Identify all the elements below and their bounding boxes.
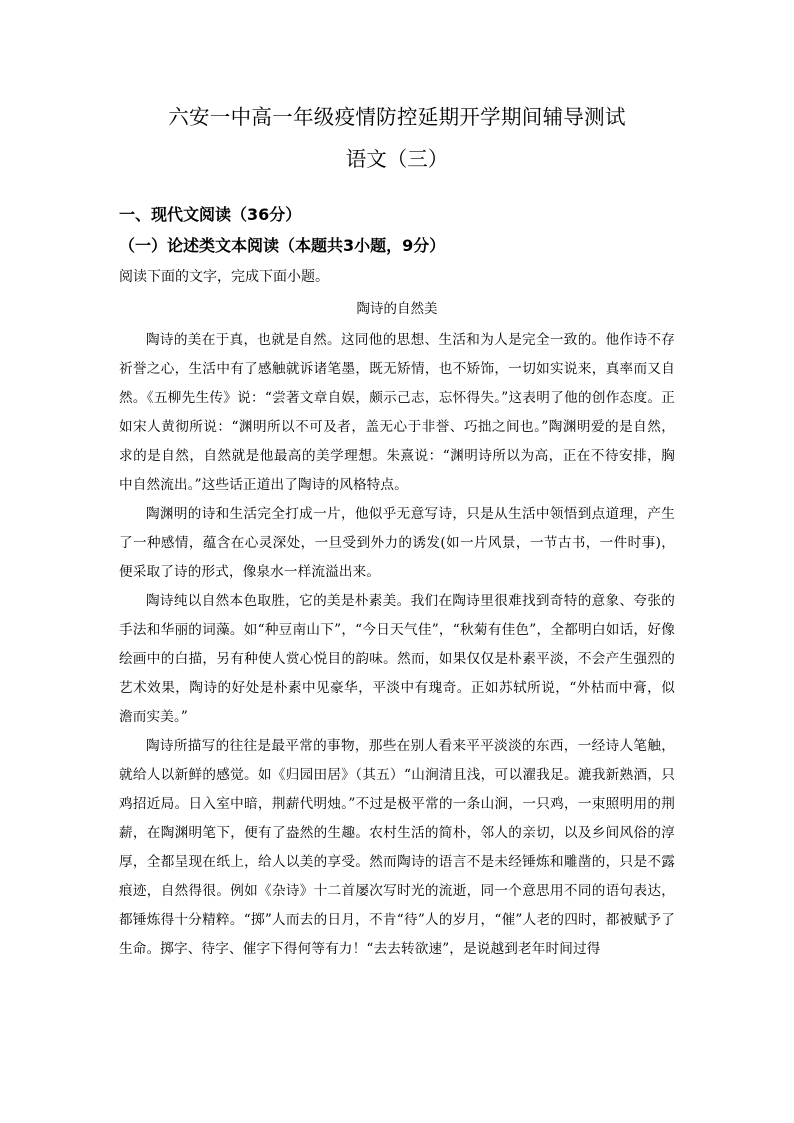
reading-instruction: 阅读下面的文字，完成下面小题。 [119,269,329,285]
essay-paragraph: 陶渊明的诗和生活完全打成一片，他似乎无意写诗，只是从生活中领悟到点道理，产生了一种感情，蕴含在心灵深处，一旦受到外力的诱发(如一片风景，一节古书，一件时事)，便采取了诗的形式，像泉水一样流溢出来。 [119,506,675,580]
essay-title: 陶诗的自然美 [356,301,438,317]
section-heading-2: （一）论述类文本阅读（本题共3小题，9分） [119,236,446,255]
essay-body [119,326,675,964]
section-heading-1: 一、现代文阅读（36分） [119,205,302,224]
essay-paragraph: 陶诗所描写的往往是最平常的事物，那些在别人看来平平淡淡的东西，一经诗人笔触，就给人以新鲜的感觉。如《归园田居》（其五）“山涧清且浅，可以濯我足。漉我新熟酒，只鸡招近局。日入室中暗，荆薪代明烛。”不过是极平常的一条山涧，一只鸡，一束照明用的荆薪，在陶渊明笔下，便有了盎然的生趣。农村生活的简朴，邻人的亲切，以及乡间风俗的淳厚，全都呈现在纸上，给人以美的享受。然而陶诗的语言不是未经锤炼和雕凿的，只是不露痕迹，自然得很。例如《杂诗》十二首屡次写时光的流逝，同一个意思用不同的语句表达，都锤炼得十分精粹。“掷”人而去的日月，不肯“待”人的岁月，“催”人老的四时，都被赋予了生命。掷字、待字、催字下得何等有力！“去去转欲速”，是说越到老年时间过得 [119,738,675,957]
essay-paragraph: 陶诗纯以自然本色取胜，它的美是朴素美。我们在陶诗里很难找到奇特的意象、夸张的手法和华丽的词藻。如“种豆南山下”，“今日天气佳”，“秋菊有佳色”，全都明白如话，好像绘画中的白描，另有种使人赏心悦目的韵味。然而，如果仅仅是朴素平淡，不会产生强烈的艺术效果，陶诗的好处是朴素中见豪华，平淡中有瑰奇。正如苏轼所说，“外枯而中膏，似澹而实美。” [119,593,675,725]
exam-subtitle: 语文（三） [345,147,449,171]
exam-title: 六安一中高一年级疫情防控延期开学期间辅导测试 [168,105,626,129]
essay-paragraph: 陶诗的美在于真，也就是自然。这同他的思想、生活和为人是完全一致的。他作诗不存祈誉之心，生活中有了感触就诉诸笔墨，既无矫情，也不矫饰，一切如实说来，真率而又自然。《五柳先生传》说：“尝著文章自娱，颇示己志，忘怀得失。”这表明了他的创作态度。正如宋人黄彻所说：“渊明所以不可及者，盖无心于非誉、巧拙之间也。”陶渊明爱的是自然，求的是自然，自然就是他最高的美学理想。朱熹说：“渊明诗所以为高，正在不待安排，胸中自然流出。”这些话正道出了陶诗的风格特点。 [119,332,675,493]
